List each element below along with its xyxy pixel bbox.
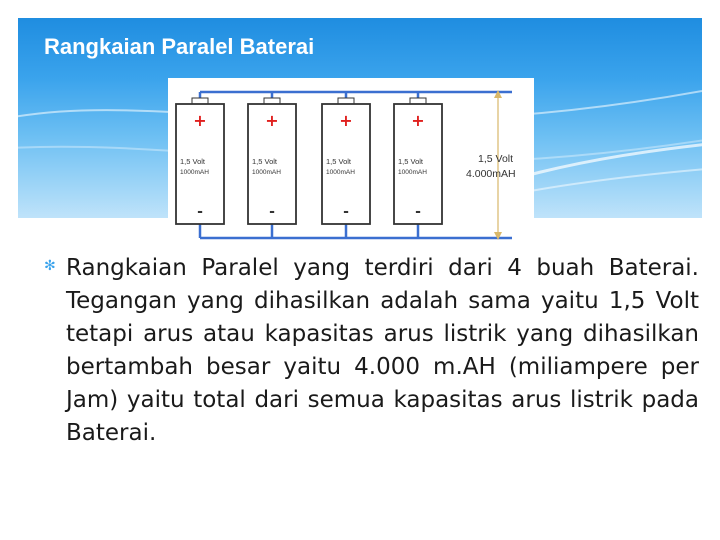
- battery-2-plus: +: [265, 111, 279, 130]
- battery-3-minus: -: [343, 204, 349, 220]
- battery-2-voltage: 1,5 Volt: [252, 157, 278, 166]
- battery-3-voltage: 1,5 Volt: [326, 157, 352, 166]
- battery-4-voltage: 1,5 Volt: [398, 157, 424, 166]
- slide-title: Rangkaian Paralel Baterai: [44, 34, 315, 59]
- total-capacity-label: 4.000mAH: [466, 168, 516, 180]
- battery-3-capacity: 1000mAH: [326, 169, 355, 176]
- battery-4-minus: -: [415, 204, 421, 220]
- battery-2-capacity: 1000mAH: [252, 169, 281, 176]
- battery-4-capacity: 1000mAH: [398, 169, 427, 176]
- battery-4-plus: +: [411, 111, 425, 130]
- bullet-text: Rangkaian Paralel yang terdiri dari 4 buah Baterai. Tegangan yang dihasilkan adalah sama yaitu 1,5 Volt tetapi arus atau kapasitas arus listrik yang dihasilkan bertambah besar yaitu 4.000 m.AH (miliampere per Jam) yaitu total dari semua kapasitas arus listrik pada Baterai.: [66, 255, 699, 446]
- battery-2-minus: -: [269, 204, 275, 220]
- bullet-paragraph: [44, 252, 699, 450]
- battery-1-capacity: 1000mAH: [180, 169, 209, 176]
- parallel-battery-diagram: [168, 78, 534, 244]
- battery-3: [322, 92, 370, 238]
- battery-1-voltage: 1,5 Volt: [180, 157, 206, 166]
- total-voltage-label: 1,5 Volt: [478, 153, 514, 165]
- battery-4: [394, 92, 442, 238]
- battery-1-minus: -: [197, 204, 203, 220]
- battery-1-plus: +: [193, 111, 207, 130]
- battery-1: [176, 92, 224, 238]
- battery-2: [248, 92, 296, 238]
- asterisk-bullet-icon: ✻: [44, 258, 56, 274]
- battery-3-plus: +: [339, 111, 353, 130]
